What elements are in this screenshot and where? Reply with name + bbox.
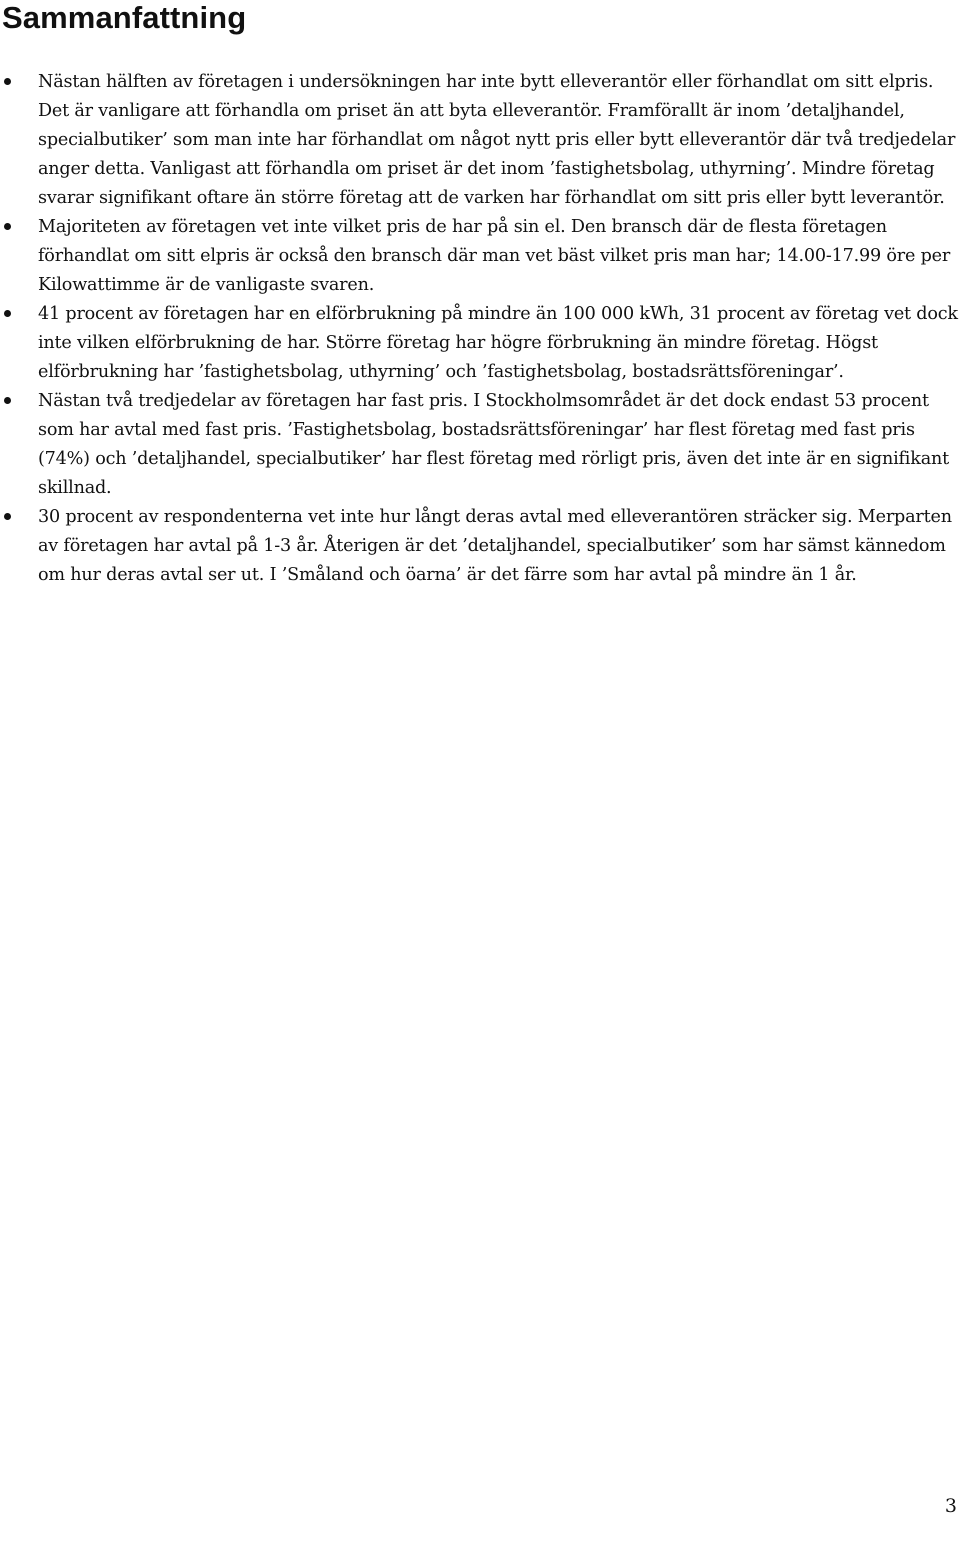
summary-bullet-text: Nästan hälften av företagen i undersökningen har inte bytt elleverantör eller förhandlat om sitt elpris. Det är vanligare att förhandla om priset än att byta elleverantör. Framförallt är inom ’detaljhandel, specialbutiker’ som man inte har förhandlat om något nytt pris eller bytt elleverantör där två tredjedelar anger detta. Vanligast att förhandla om priset är det inom ’fastighetsbolag, uthyrning’. Mindre företag svarar signifikant oftare än större företag att de varken har förhandlat om sitt pris eller bytt leverantör. bbox=[38, 72, 956, 208]
summary-bullet-text: 41 procent av företagen har en elförbrukning på mindre än 100 000 kWh, 31 procent av företag vet dock inte vilken elförbrukning de har. Större företag har högre förbrukning än mindre företag. Högst elförbrukning har ’fastighetsbolag, uthyrning’ och ’fastighetsbolag, bostadsrättsföreningar’. bbox=[38, 304, 958, 382]
summary-bullet-item bbox=[0, 68, 960, 213]
summary-bullet-text: 30 procent av respondenterna vet inte hur långt deras avtal med elleverantören sträcker sig. Merparten av företagen har avtal på 1-3 år. Återigen är det ’detaljhandel, specialbutiker’ som har sämst kännedom om hur deras avtal ser ut. I ’Småland och öarna’ är det färre som har avtal på mindre än 1 år. bbox=[38, 507, 952, 585]
page-number: 3 bbox=[944, 1495, 957, 1517]
bullet-icon bbox=[4, 310, 11, 317]
summary-bullet-item bbox=[0, 503, 960, 590]
summary-bullet-text: Nästan två tredjedelar av företagen har fast pris. I Stockholmsområdet är det dock endast 53 procent som har avtal med fast pris. ’Fastighetsbolag, bostadsrättsföreningar’ har flest företag med fast pris (74%) och ’detaljhandel, specialbutiker’ har flest företag med rörligt pris, även det inte är en signifikant skillnad. bbox=[38, 391, 949, 498]
summary-bullet-item bbox=[0, 300, 960, 387]
bullet-icon bbox=[4, 223, 11, 230]
summary-bullet-text: Majoriteten av företagen vet inte vilket pris de har på sin el. Den bransch där de flesta företagen förhandlat om sitt elpris är också den bransch där man vet bäst vilket pris man har; 14.00-17.99 öre per Kilowattimme är de vanligaste svaren. bbox=[38, 217, 951, 295]
bullet-icon bbox=[4, 397, 11, 404]
bullet-icon bbox=[4, 513, 11, 520]
bullet-icon bbox=[4, 78, 11, 85]
page-title: Sammanfattning bbox=[2, 0, 247, 35]
summary-bullet-item bbox=[0, 387, 960, 503]
summary-bullet-item bbox=[0, 213, 960, 300]
summary-bullet-list bbox=[0, 68, 960, 590]
